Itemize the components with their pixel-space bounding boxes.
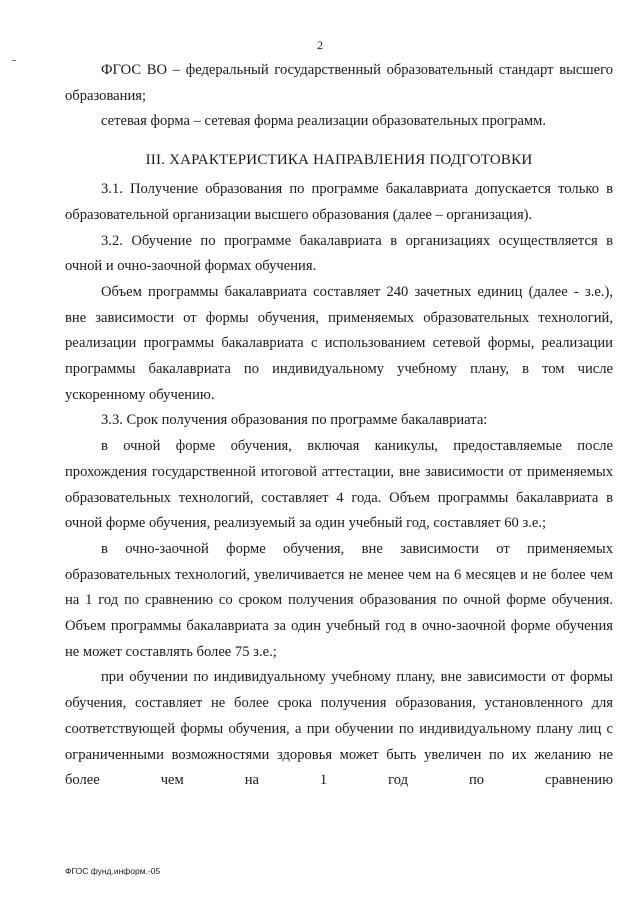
- footer-code: ФГОС фунд.информ.-05: [65, 866, 161, 876]
- section-title: III. ХАРАКТЕРИСТИКА НАПРАВЛЕНИЯ ПОДГОТОВКИ: [145, 152, 533, 169]
- paragraph-part-time: в очно-заочной форме обучения, вне зависимости от применяемых образовательных технологий, увеличивается не менее чем на 6 месяцев и не более чем на 1 год по сравнению со сроком получения образования по очной форме обучения. Объем программы бакалавриата за один учебный год в очно-заочной форме обучения не может составлять более 75 з.е.;: [65, 540, 613, 660]
- definition-fgos: ФГОС ВО – федеральный государственный образовательный стандарт высшего образования;: [65, 62, 613, 104]
- page-number: 2: [317, 38, 323, 52]
- paragraph-individual-plan: при обучении по индивидуальному учебному плану, вне зависимости от формы обучения, составляет не более срока получения образования, установленного для соответствующей формы обучения, а при обучении по индивидуальному плану лиц с ограниченными возможностями здоровья может быть увеличен по их желанию не более чем на 1 год по сравнению: [65, 669, 613, 789]
- paragraph-3-2: 3.2. Обучение по программе бакалавриата в организациях осуществляется в очной и очно-заочной формах обучения.: [65, 232, 613, 275]
- definition-network-form: сетевая форма – сетевая форма реализации образовательных программ.: [101, 113, 547, 130]
- scan-edge-mark: [12, 60, 16, 61]
- paragraph-3-1: 3.1. Получение образования по программе бакалавриата допускается только в образовательной организации высшего образования (далее – организация).: [65, 181, 613, 223]
- paragraph-full-time: в очной форме обучения, включая каникулы, предоставляемые после прохождения государственной итоговой аттестации, вне зависимости от применяемых образовательных технологий, составляет 4 года. Объем программы бакалавриата в очной форме обучения, реализуемый за один учебный год, составляет 60 з.е.;: [65, 438, 613, 532]
- paragraph-3-3: 3.3. Срок получения образования по программе бакалавриата:: [101, 412, 488, 429]
- paragraph-volume: Объем программы бакалавриата составляет 240 зачетных единиц (далее - з.е.), вне зависимости от формы обучения, применяемых образовательных технологий, реализации программы бакалавриата с использованием сетевой формы, реализации программы бакалавриата по индивидуальному учебному плану, в том числе ускоренному обучению.: [65, 283, 613, 403]
- document-body: [65, 58, 613, 794]
